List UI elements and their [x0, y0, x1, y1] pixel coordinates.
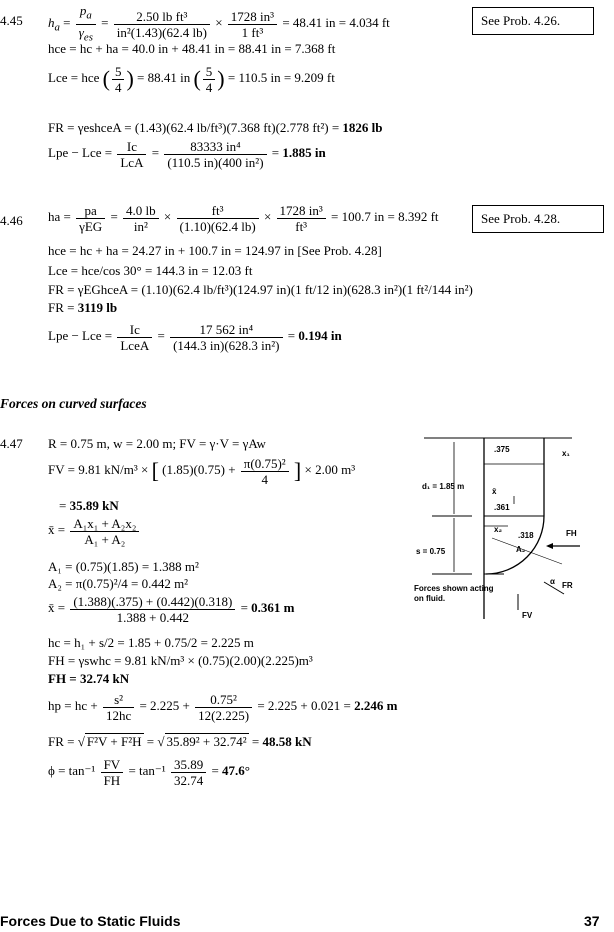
label-fr: FR	[562, 581, 573, 590]
label-x2: x₂	[494, 525, 503, 534]
times-sign: ×	[163, 209, 172, 224]
fraction	[70, 516, 139, 547]
text: = 110.5 in = 9.209 ft	[227, 70, 335, 85]
paren: )	[126, 66, 134, 92]
text: = 2.225 +	[139, 698, 190, 713]
fraction	[117, 139, 146, 170]
fraction	[203, 64, 216, 95]
equation-xbar-value	[48, 590, 295, 626]
radicand: F²V + F²H	[86, 734, 142, 749]
denominator: 1 ft³	[241, 24, 264, 40]
subscript: es	[83, 31, 93, 44]
fraction	[228, 9, 277, 40]
fraction	[76, 203, 105, 234]
text: Lpe − Lce =	[48, 328, 113, 343]
numerator: 5	[203, 64, 216, 80]
numerator: Ic	[117, 139, 146, 155]
eq-sign: =	[271, 145, 283, 160]
text: Lce = hce	[48, 70, 100, 85]
subscript: a	[86, 9, 92, 22]
equation-ha	[48, 200, 439, 234]
equation-a1: A₁ = (0.75)(1.85) = 1.388 m²	[48, 559, 199, 574]
numerator: 1728 in³	[277, 203, 326, 219]
text: x̄ =	[48, 522, 66, 537]
denominator: LcA	[120, 154, 144, 170]
fraction	[123, 203, 159, 234]
footer-title: Forces Due to Static Fluids	[0, 913, 181, 929]
equation-fr: FR = γEGhceA = (1.10)(62.4 lb/ft³)(124.97 in)(1 ft/12 in)(628.3 in²)(1 ft²/144 in²)	[48, 282, 473, 297]
denominator: 12hc	[105, 707, 132, 723]
leader	[492, 538, 562, 564]
answer: 0.194 in	[298, 328, 342, 343]
text: = 2.225 + 0.021 =	[257, 698, 351, 713]
equation-lpe	[48, 318, 342, 354]
equation-hc: hc = h₁ + s/2 = 1.85 + 0.75/2 = 2.225 m	[48, 635, 254, 650]
equation-fr	[48, 120, 383, 136]
text: FR =	[48, 734, 75, 749]
paren: )	[217, 66, 225, 92]
paren: (	[102, 66, 110, 92]
answer: 35.89 kN	[69, 498, 119, 513]
fraction	[177, 203, 259, 234]
text: x̄ =	[48, 600, 66, 615]
eq-sign: =	[63, 15, 71, 31]
text: × 2.00 m³	[304, 462, 356, 477]
text: = 88.41 in	[137, 70, 191, 85]
fraction	[171, 757, 206, 788]
denominator: (1.10)(62.4 lb)	[179, 218, 256, 234]
times-sign: ×	[263, 209, 272, 224]
answer: 3119 lb	[77, 300, 118, 315]
text: ϕ = tan⁻¹	[48, 763, 96, 778]
equation-a2: A₂ = π(0.75)²/4 = 0.442 m²	[48, 576, 189, 591]
label-318: .318	[518, 531, 534, 540]
numerator: FV	[101, 757, 124, 773]
equation-fr-result	[48, 300, 117, 316]
denominator: 32.74	[173, 772, 204, 788]
text: = tan⁻¹	[128, 763, 166, 778]
label-x1: x₁	[562, 449, 570, 458]
equation-fv	[48, 450, 355, 491]
label-alpha: α	[550, 577, 555, 586]
subscript: a	[54, 21, 60, 34]
denominator: A₁ + A₂	[84, 531, 126, 547]
denominator: LceA	[120, 337, 150, 353]
label-xbar: x̄	[492, 487, 497, 496]
numerator: ft³	[177, 203, 259, 219]
text: Lpe − Lce =	[48, 145, 113, 160]
numerator: 35.89	[171, 757, 206, 773]
see-prob-box	[472, 205, 604, 233]
numerator: A₁x₁ + A₂x₂	[70, 516, 139, 532]
text: FV = 9.81 kN/m³ ×	[48, 462, 149, 477]
eq-sign: =	[146, 734, 155, 749]
equation-fh: FH = γswhc = 9.81 kN/m³ × (0.75)(2.00)(2.225)m³	[48, 653, 313, 668]
equation-hce: hce = hc + ha = 40.0 in + 48.41 in = 88.41 in = 7.368 ft	[48, 41, 336, 56]
text: ha =	[48, 209, 71, 224]
eq-sign: =	[59, 498, 67, 513]
equation-xbar	[48, 512, 141, 548]
answer: 47.6°	[222, 763, 250, 778]
denominator: (110.5 in)(400 in²)	[167, 154, 264, 170]
eq-sign: =	[287, 328, 296, 343]
equation-phi	[48, 752, 250, 790]
eq-sign: =	[251, 734, 260, 749]
figure-caption: Forces shown acting on fluid.	[414, 584, 494, 603]
denominator: γ	[78, 24, 84, 40]
paren: (	[193, 66, 201, 92]
problem-number: 4.45	[0, 13, 23, 28]
numerator: 83333 in⁴	[164, 139, 266, 155]
numerator: 1728 in³	[228, 9, 277, 25]
denominator: γEG	[79, 218, 103, 234]
answer: 1826 lb	[342, 120, 383, 135]
fraction	[170, 322, 282, 353]
denominator: 4	[205, 79, 213, 95]
label-s: s = 0.75	[416, 547, 446, 556]
fraction	[164, 139, 266, 170]
numerator: π(0.75)²	[241, 456, 289, 472]
denominator: 4	[261, 471, 268, 487]
text: FR =	[48, 300, 75, 315]
text: (1.85)(0.75) +	[162, 462, 236, 477]
symbol-h: h	[48, 15, 55, 31]
page-number: 37	[584, 913, 600, 929]
answer: 1.885 in	[282, 145, 326, 160]
denominator: in²(1.43)(62.4 lb)	[116, 24, 207, 40]
see-prob-text: See Prob. 4.26.	[481, 13, 561, 28]
times-sign: ×	[215, 15, 223, 31]
answer: 0.361 m	[251, 600, 295, 615]
denominator: 1.388 + 0.442	[116, 609, 189, 625]
equation-lpe	[48, 136, 326, 170]
text: FR = γeshceA = (1.43)(62.4 lb/ft³)(7.368 ft)(2.778 ft²) =	[48, 120, 340, 135]
eq-sign: =	[240, 600, 248, 615]
result: = 48.41 in = 4.034 ft	[282, 15, 390, 31]
section-heading: Forces on curved surfaces	[0, 396, 147, 411]
eq-sign: =	[101, 15, 109, 31]
eq-sign: =	[110, 209, 118, 224]
fraction	[103, 692, 134, 723]
label-361: .361	[494, 503, 510, 512]
equation-hce: hce = hc + ha = 24.27 in + 100.7 in = 124.97 in [See Prob. 4.28]	[48, 243, 382, 258]
bracket: [	[151, 458, 159, 484]
label-fh: FH	[566, 529, 577, 538]
see-prob-text: See Prob. 4.28.	[481, 211, 561, 226]
bracket: ]	[293, 458, 302, 484]
see-prob-box	[472, 7, 594, 35]
eq-sign: =	[211, 763, 219, 778]
equation-ha	[48, 3, 390, 45]
numerator: p	[79, 3, 87, 18]
numerator: 4.0 lb	[123, 203, 159, 219]
denominator: FH	[103, 772, 121, 788]
numerator: 17 562 in⁴	[170, 322, 282, 338]
fraction	[114, 9, 210, 40]
equation-fh-result: FH = 32.74 kN	[48, 671, 130, 686]
equation-fr: FR = √ F²V + F²H = √ 35.89² + 32.74² = 48.58 kN	[48, 734, 312, 749]
fraction	[241, 456, 289, 487]
answer: 2.246 m	[354, 698, 398, 713]
fraction	[277, 203, 326, 234]
denominator: (144.3 in)(628.3 in²)	[173, 337, 280, 353]
fraction	[195, 692, 252, 723]
numerator: 5	[112, 64, 125, 80]
eq-sign: =	[157, 328, 165, 343]
label-A2: A₂	[516, 545, 526, 554]
numerator: 2.50 lb ft³	[114, 9, 210, 25]
equation-lce	[48, 63, 335, 95]
fraction	[101, 757, 124, 788]
label-d1: d₁ = 1.85 m	[422, 482, 465, 491]
numerator: s²	[103, 692, 134, 708]
fraction	[112, 64, 125, 95]
numerator: Ic	[117, 322, 152, 338]
denominator: 12(2.225)	[198, 707, 250, 723]
problem-number: 4.46	[0, 213, 23, 228]
label-375: .375	[494, 445, 510, 454]
equation-lce: Lce = hce/cos 30° = 144.3 in = 12.03 ft	[48, 263, 253, 278]
answer: 48.58 kN	[262, 734, 312, 749]
result: = 100.7 in = 8.392 ft	[331, 209, 439, 224]
denominator: 4	[114, 79, 122, 95]
label-fv: FV	[522, 611, 533, 620]
numerator: pa	[76, 203, 105, 219]
fraction	[70, 594, 235, 625]
numerator: 0.75²	[195, 692, 252, 708]
equation-hp	[48, 688, 397, 724]
denominator: ft³	[295, 218, 308, 234]
text: hp = hc +	[48, 698, 98, 713]
fraction	[76, 3, 96, 45]
numerator: (1.388)(.375) + (0.442)(0.318)	[70, 594, 235, 610]
equation-given: R = 0.75 m, w = 2.00 m; FV = γ·V = γAw	[48, 436, 266, 451]
radicand: 35.89² + 32.74²	[166, 734, 247, 749]
fraction	[117, 322, 152, 353]
fh-arrowhead	[546, 543, 553, 549]
problem-number: 4.47	[0, 436, 23, 451]
denominator: in²	[133, 218, 148, 234]
eq-sign: =	[151, 145, 160, 160]
